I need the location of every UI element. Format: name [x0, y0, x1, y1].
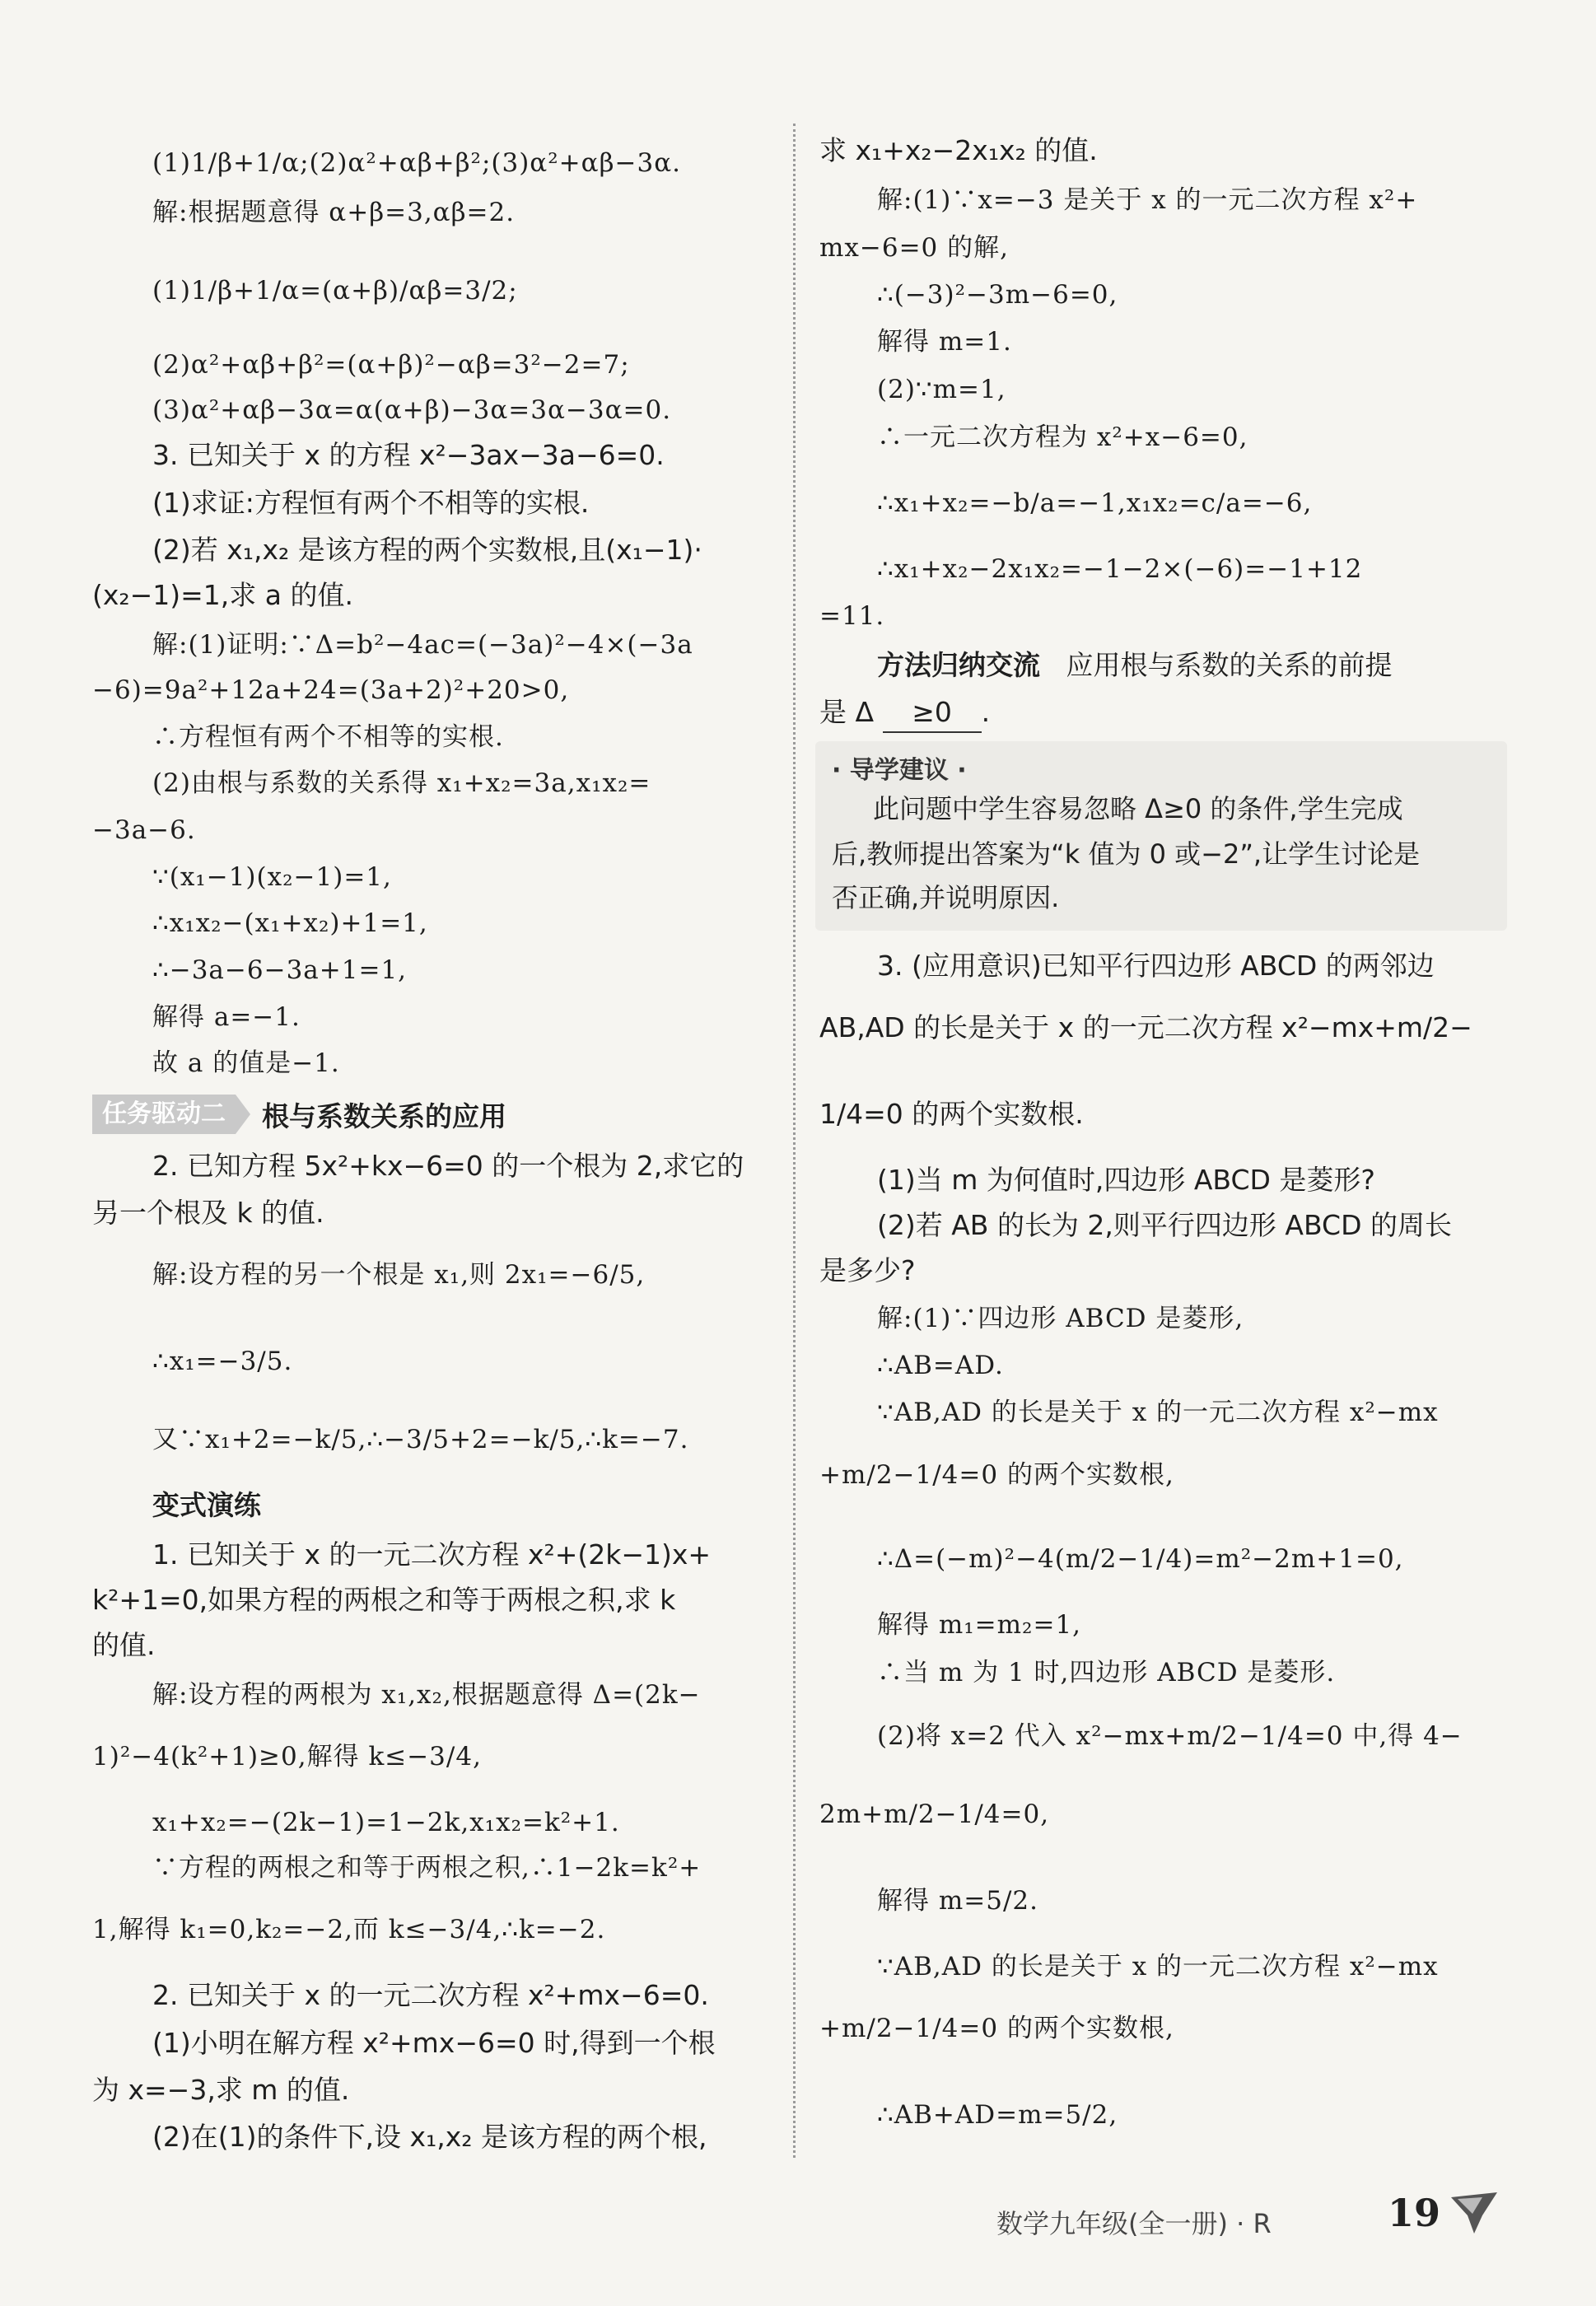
problem-parts-line: (1)1/β+1/α;(2)α²+αβ+β²;(3)α²+αβ−3α.	[152, 148, 681, 178]
solution-line: ∵AB,AD 的长是关于 x 的一元二次方程 x²−mx	[877, 1398, 1439, 1427]
variant-2-stem: 2. 已知关于 x 的一元二次方程 x²+mx−6=0.	[152, 1979, 709, 2011]
section-title: 根与系数关系的应用	[262, 1099, 506, 1132]
method-label: 方法归纳交流	[877, 649, 1040, 681]
problem-3-part2-cont: (x₂−1)=1,求 a 的值.	[92, 579, 353, 611]
solution-line: ∴(−3)²−3m−6=0,	[877, 280, 1118, 310]
solution-line: (2)由根与系数的关系得 x₁+x₂=3a,x₁x₂=	[152, 768, 651, 798]
solution-line: −6)=9a²+12a+24=(3a+2)²+20>0,	[92, 675, 570, 705]
solution-line: ∴一元二次方程为 x²+x−6=0,	[877, 422, 1248, 452]
variant-1-stem-cont: 的值.	[92, 1629, 156, 1661]
solution-line: ∴x₁+x₂=−b/a=−1,x₁x₂=c/a=−6,	[877, 488, 1313, 518]
teaching-tip-box	[815, 741, 1507, 931]
problem-3-app-part2-cont: 是多少?	[819, 1254, 916, 1286]
tip-line: 后,教师提出答案为“k 值为 0 或−2”,让学生讨论是	[832, 838, 1421, 870]
solution-line: =11.	[819, 601, 885, 631]
problem-3-stem: 3. 已知关于 x 的方程 x²−3ax−3a−6=0.	[152, 439, 665, 471]
problem-3-app-stem: 3. (应用意识)已知平行四边形 ABCD 的两邻边	[877, 950, 1435, 982]
tip-line: 此问题中学生容易忽略 Δ≥0 的条件,学生完成	[873, 793, 1403, 824]
variant-2-part1: (1)小明在解方程 x²+mx−6=0 时,得到一个根	[152, 2027, 716, 2059]
tip-line: 否正确,并说明原因.	[832, 882, 1060, 913]
method-text: 应用根与系数的关系的前提	[1066, 649, 1393, 681]
method-prefix: 是 Δ	[819, 696, 875, 728]
variant-1-stem: 1. 已知关于 x 的一元二次方程 x²+(2k−1)x+	[152, 1538, 712, 1571]
solution-line: (2)将 x=2 代入 x²−mx+m/2−1/4=0 中,得 4−	[877, 1721, 1463, 1751]
problem-3-part1: (1)求证:方程恒有两个不相等的实根.	[152, 487, 590, 519]
solution-line: 1)²−4(k²+1)≥0,解得 k≤−3/4,	[92, 1742, 482, 1772]
footer-book-title: 数学九年级(全一册) · R	[996, 2208, 1272, 2239]
solution-line: ∴方程恒有两个不相等的实根.	[152, 722, 504, 752]
problem-3-app-part1: (1)当 m 为何值时,四边形 ABCD 是菱形?	[877, 1164, 1375, 1196]
solution-line: ∴x₁x₂−(x₁+x₂)+1=1,	[152, 908, 428, 938]
solution-line: 2m+m/2−1/4=0,	[819, 1800, 1050, 1829]
method-answer-blank: ≥0	[883, 693, 982, 733]
method-suffix: .	[981, 696, 991, 728]
solution-line: ∴AB=AD.	[877, 1351, 1004, 1380]
solution-line: 1,解得 k₁=0,k₂=−2,而 k≤−3/4,∴k=−2.	[92, 1915, 606, 1944]
section-tag: 任务驱动二	[92, 1095, 236, 1134]
variant-2-part1-cont: 为 x=−3,求 m 的值.	[92, 2074, 350, 2106]
page-number: 19	[1388, 2191, 1441, 2235]
solution-line: ∵(x₁−1)(x₂−1)=1,	[152, 862, 392, 892]
method-summary	[877, 647, 1392, 684]
solution-line: 故 a 的值是−1.	[152, 1048, 340, 1078]
solution-line: ∴AB+AD=m=5/2,	[877, 2100, 1118, 2130]
variant-2-part2-cont: 求 x₁+x₂−2x₁x₂ 的值.	[819, 134, 1098, 166]
solution-line: 解得 m=1.	[877, 327, 1012, 357]
solution-line: ∴x₁+x₂−2x₁x₂=−1−2×(−6)=−1+12	[877, 554, 1363, 584]
publisher-logo-icon	[1449, 2191, 1499, 2236]
method-summary-cont	[819, 693, 990, 733]
solution-line: 解:设方程的两根为 x₁,x₂,根据题意得 Δ=(2k−	[152, 1680, 701, 1710]
solution-line: ∴−3a−6−3a+1=1,	[152, 955, 408, 985]
solution-line: −3a−6.	[92, 815, 196, 845]
solution-line: 解:(1)∵x=−3 是关于 x 的一元二次方程 x²+	[877, 185, 1418, 215]
solution-line: (2)α²+αβ+β²=(α+β)²−αβ=3²−2=7;	[152, 350, 630, 380]
problem-2-stem: 2. 已知方程 5x²+kx−6=0 的一个根为 2,求它的	[152, 1150, 744, 1182]
problem-3-app-stem-cont: 1/4=0 的两个实数根.	[819, 1098, 1084, 1130]
solution-line: ∵AB,AD 的长是关于 x 的一元二次方程 x²−mx	[877, 1952, 1439, 1982]
variant-practice-heading: 变式演练	[152, 1489, 261, 1521]
solution-line: (2)∵m=1,	[877, 375, 1006, 404]
solution-line: ∴Δ=(−m)²−4(m/2−1/4)=m²−2m+1=0,	[877, 1544, 1404, 1574]
solution-line: 解得 a=−1.	[152, 1002, 301, 1032]
solution-line: x₁+x₂=−(2k−1)=1−2k,x₁x₂=k²+1.	[152, 1808, 620, 1837]
solution-line: (3)α²+αβ−3α=α(α+β)−3α=3α−3α=0.	[152, 395, 672, 425]
solution-line: +m/2−1/4=0 的两个实数根,	[819, 1460, 1174, 1490]
section-header	[92, 1094, 506, 1135]
variant-2-part2: (2)在(1)的条件下,设 x₁,x₂ 是该方程的两个根,	[152, 2121, 707, 2153]
tip-heading: · 导学建议 ·	[832, 756, 967, 785]
solution-line: 又∵x₁+2=−k/5,∴−3/5+2=−k/5,∴k=−7.	[152, 1425, 689, 1454]
solution-line: 解:设方程的另一个根是 x₁,则 2x₁=−6/5,	[152, 1260, 646, 1290]
solution-line: mx−6=0 的解,	[819, 233, 1009, 263]
problem-2-stem-cont: 另一个根及 k 的值.	[92, 1197, 324, 1229]
solution-line: 解得 m₁=m₂=1,	[877, 1610, 1082, 1640]
solution-line: 解:(1)∵四边形 ABCD 是菱形,	[877, 1304, 1244, 1333]
solution-line: 解:(1)证明:∵Δ=b²−4ac=(−3a)²−4×(−3a	[152, 630, 693, 660]
problem-3-app-part2: (2)若 AB 的长为 2,则平行四边形 ABCD 的周长	[877, 1209, 1452, 1241]
column-divider	[793, 124, 796, 2158]
solution-line: +m/2−1/4=0 的两个实数根,	[819, 2014, 1174, 2043]
solution-line: 解得 m=5/2.	[877, 1886, 1038, 1916]
solution-line: ∴x₁=−3/5.	[152, 1347, 293, 1376]
solution-line: ∵方程的两根之和等于两根之积,∴1−2k=k²+	[152, 1853, 702, 1883]
problem-3-part2: (2)若 x₁,x₂ 是该方程的两个实数根,且(x₁−1)·	[152, 534, 702, 566]
solution-line: 解:根据题意得 α+β=3,αβ=2.	[152, 198, 516, 227]
solution-line: ∴当 m 为 1 时,四边形 ABCD 是菱形.	[877, 1658, 1336, 1687]
problem-3-app-stem-cont: AB,AD 的长是关于 x 的一元二次方程 x²−mx+m/2−	[819, 1011, 1472, 1043]
variant-1-stem-cont: k²+1=0,如果方程的两根之和等于两根之积,求 k	[92, 1584, 676, 1616]
solution-line: (1)1/β+1/α=(α+β)/αβ=3/2;	[152, 276, 518, 306]
